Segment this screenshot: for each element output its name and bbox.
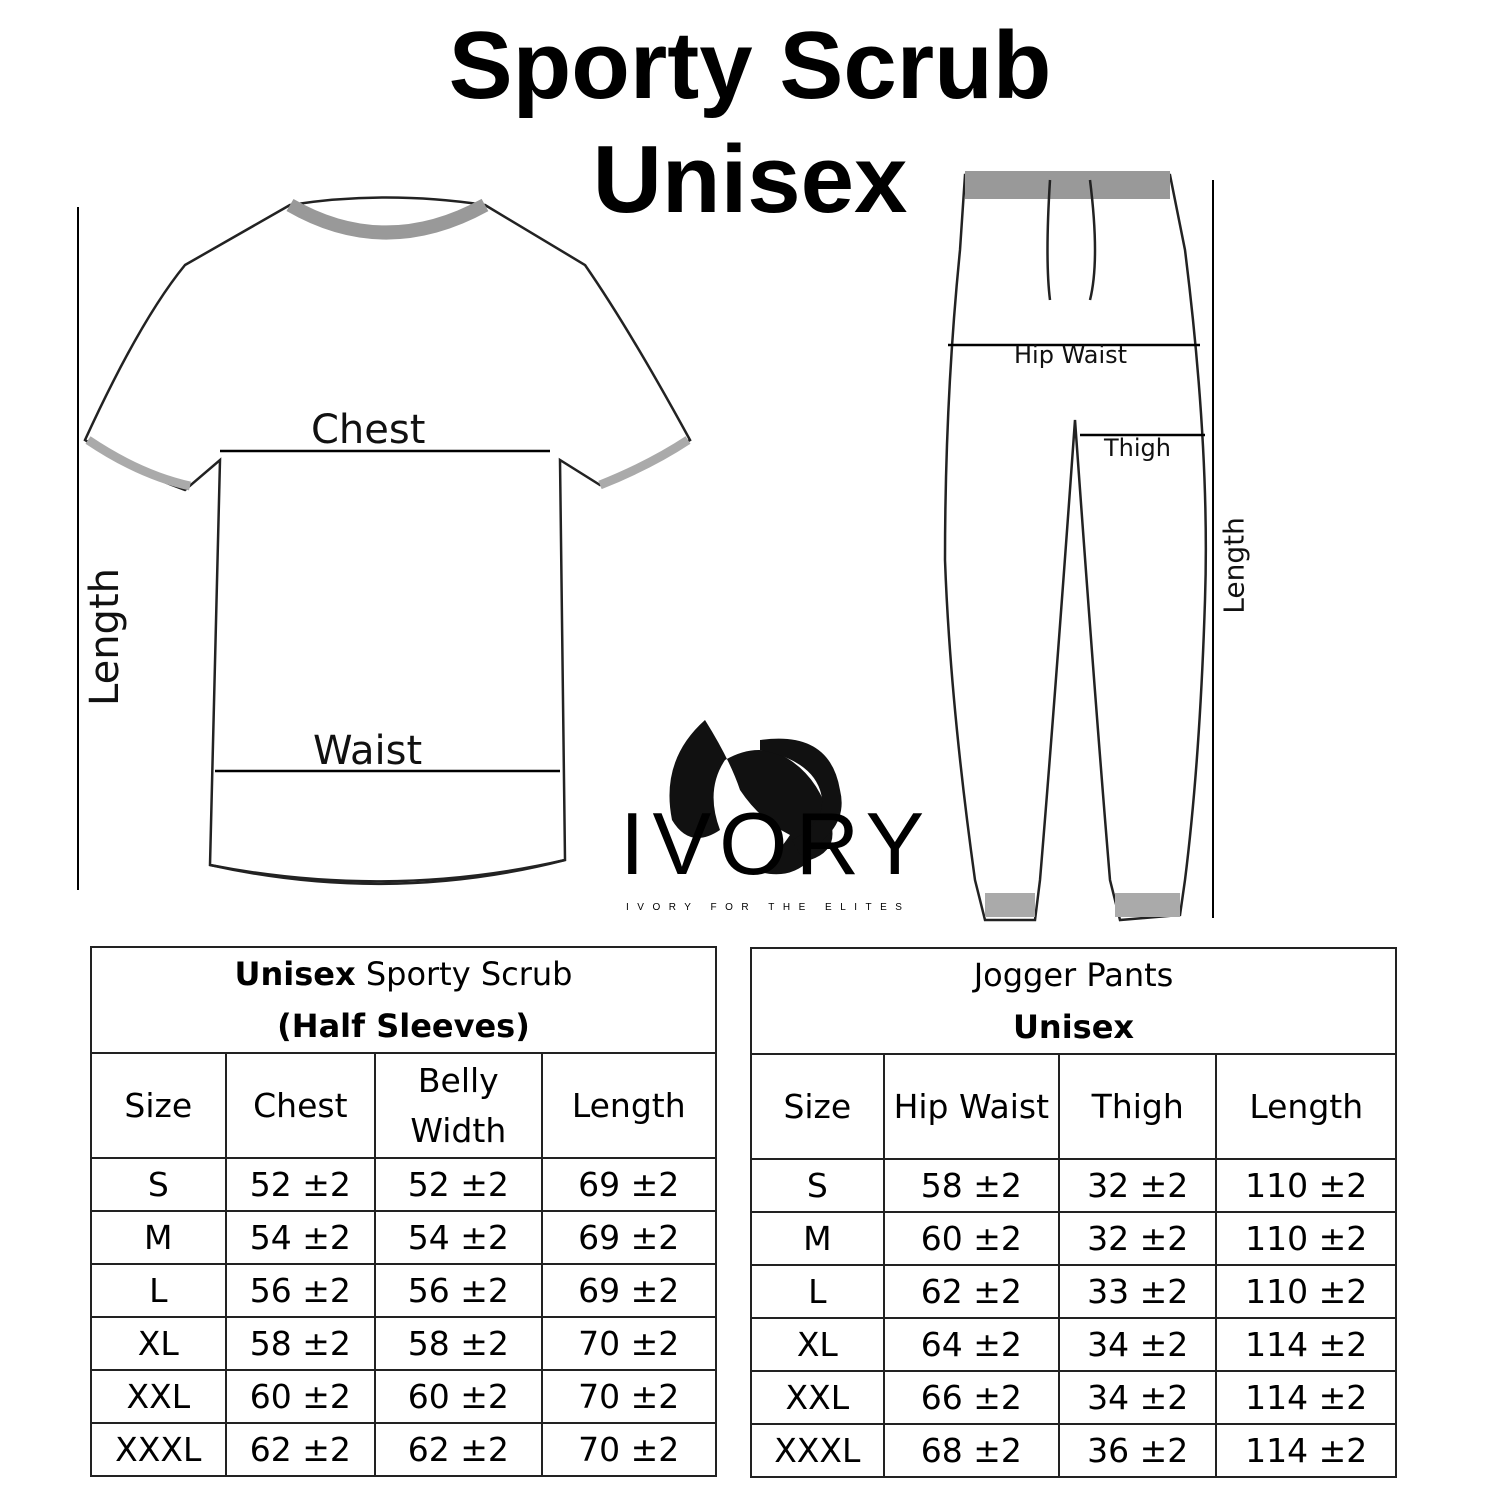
shirt-size-table <box>90 946 717 1477</box>
table-cell: S <box>751 1159 884 1212</box>
table-cell: 70 ±2 <box>542 1423 717 1476</box>
column-header: Size <box>751 1054 884 1159</box>
table-cell: 70 ±2 <box>542 1370 717 1423</box>
table-cell: XXXL <box>91 1423 226 1476</box>
table-cell: 114 ±2 <box>1216 1424 1396 1477</box>
table-cell: 60 ±2 <box>226 1370 376 1423</box>
table-cell: 32 ±2 <box>1059 1159 1217 1212</box>
pants-size-table <box>750 947 1397 1478</box>
table-cell: 69 ±2 <box>542 1211 717 1264</box>
tshirt-illustration <box>78 198 690 891</box>
table-cell: XL <box>91 1317 226 1370</box>
table-cell: 33 ±2 <box>1059 1265 1217 1318</box>
column-header: Belly Width <box>375 1053 541 1158</box>
table-cell: 62 ±2 <box>884 1265 1059 1318</box>
table-row <box>751 1371 1396 1424</box>
table-row <box>751 1159 1396 1212</box>
table-cell: 34 ±2 <box>1059 1318 1217 1371</box>
chest-label: Chest <box>311 407 426 453</box>
table-row <box>91 1264 716 1317</box>
waist-label: Waist <box>313 728 423 774</box>
table-row <box>91 1317 716 1370</box>
table-cell: 62 ±2 <box>226 1423 376 1476</box>
table-cell: 34 ±2 <box>1059 1371 1217 1424</box>
title-line-1: Sporty Scrub <box>448 12 1052 119</box>
shirt-table-title: Unisex Sporty Scrub (Half Sleeves) <box>91 947 716 1053</box>
table-cell: XXL <box>91 1370 226 1423</box>
table-cell: M <box>751 1212 884 1265</box>
table-cell: 64 ±2 <box>884 1318 1059 1371</box>
table-row <box>751 1212 1396 1265</box>
table-cell: S <box>91 1158 226 1211</box>
table-row <box>751 1265 1396 1318</box>
table-cell: 110 ±2 <box>1216 1212 1396 1265</box>
pants-table-title: Jogger Pants Unisex <box>751 948 1396 1054</box>
table-cell: 66 ±2 <box>884 1371 1059 1424</box>
table-cell: 56 ±2 <box>375 1264 541 1317</box>
logo-brand: IVORY <box>620 794 933 893</box>
table-cell: 58 ±2 <box>884 1159 1059 1212</box>
column-header: Hip Waist <box>884 1054 1059 1159</box>
table-row <box>751 1424 1396 1477</box>
table-cell: 68 ±2 <box>884 1424 1059 1477</box>
table-cell: 58 ±2 <box>226 1317 376 1370</box>
table-cell: 69 ±2 <box>542 1264 717 1317</box>
table-cell: 52 ±2 <box>375 1158 541 1211</box>
table-cell: XXL <box>751 1371 884 1424</box>
table-cell: L <box>91 1264 226 1317</box>
table-cell: 62 ±2 <box>375 1423 541 1476</box>
column-header: Chest <box>226 1053 376 1158</box>
table-row <box>751 1318 1396 1371</box>
hip-waist-label: Hip Waist <box>1014 341 1128 369</box>
column-header: Length <box>1216 1054 1396 1159</box>
logo-tagline: IVORY FOR THE ELITES <box>626 902 911 913</box>
column-header: Thigh <box>1059 1054 1217 1159</box>
table-cell: 60 ±2 <box>884 1212 1059 1265</box>
table-row <box>91 1211 716 1264</box>
table-cell: 54 ±2 <box>226 1211 376 1264</box>
table-cell: 52 ±2 <box>226 1158 376 1211</box>
table-cell: 36 ±2 <box>1059 1424 1217 1477</box>
table-cell: 114 ±2 <box>1216 1318 1396 1371</box>
thigh-label: Thigh <box>1104 434 1171 462</box>
table-cell: 70 ±2 <box>542 1317 717 1370</box>
table-row <box>91 1370 716 1423</box>
table-row <box>91 1158 716 1211</box>
table-cell: 69 ±2 <box>542 1158 717 1211</box>
table-cell: XL <box>751 1318 884 1371</box>
table-cell: 32 ±2 <box>1059 1212 1217 1265</box>
title-line-2: Unisex <box>592 126 908 233</box>
table-cell: 56 ±2 <box>226 1264 376 1317</box>
table-cell: 60 ±2 <box>375 1370 541 1423</box>
table-cell: 54 ±2 <box>375 1211 541 1264</box>
table-cell: XXXL <box>751 1424 884 1477</box>
pants-length-label: Length <box>1217 517 1251 614</box>
table-cell: 110 ±2 <box>1216 1265 1396 1318</box>
table-row <box>91 1423 716 1476</box>
table-cell: 114 ±2 <box>1216 1371 1396 1424</box>
table-cell: 58 ±2 <box>375 1317 541 1370</box>
table-cell: L <box>751 1265 884 1318</box>
column-header: Length <box>542 1053 717 1158</box>
column-header: Size <box>91 1053 226 1158</box>
pants-illustration <box>945 175 1213 920</box>
table-cell: M <box>91 1211 226 1264</box>
shirt-length-label: Length <box>82 568 128 706</box>
table-cell: 110 ±2 <box>1216 1159 1396 1212</box>
